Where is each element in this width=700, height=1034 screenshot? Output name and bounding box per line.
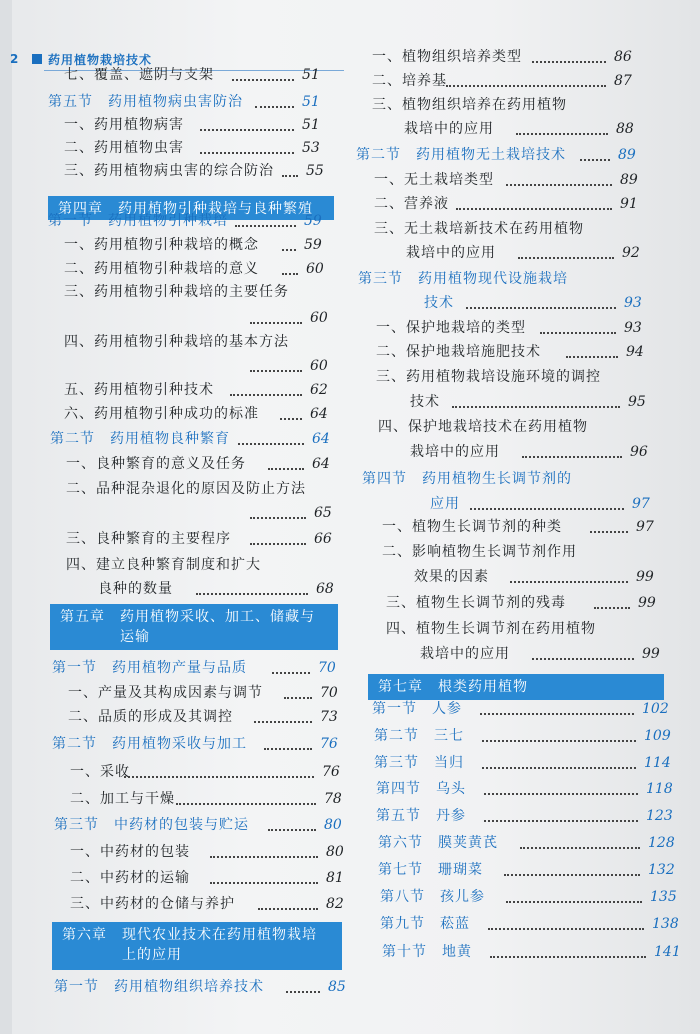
toc-page-number: 65 bbox=[314, 505, 332, 521]
toc-entry-title: 一、植物生长调节剂的种类 bbox=[382, 519, 562, 535]
toc-entry-title: 技术 bbox=[424, 295, 454, 311]
leader-dots bbox=[272, 672, 310, 674]
leader-dots bbox=[210, 856, 318, 858]
toc-entry-title: 第一节 药用植物引种栽培 bbox=[48, 213, 228, 229]
toc-entry-title: 第三节 当归 bbox=[374, 755, 464, 771]
toc-page-number: 89 bbox=[620, 172, 638, 188]
chapter-heading bbox=[368, 674, 664, 700]
leader-dots bbox=[506, 184, 612, 186]
toc-entry-title: 二、品质的形成及其调控 bbox=[68, 709, 233, 725]
toc-entry-title: 应用 bbox=[430, 496, 460, 512]
chapter-heading bbox=[52, 922, 342, 970]
leader-dots bbox=[482, 767, 636, 769]
leader-dots bbox=[484, 820, 638, 822]
toc-entry-title: 二、营养液 bbox=[374, 196, 449, 212]
toc-page-number: 64 bbox=[312, 431, 330, 447]
leader-dots bbox=[210, 882, 318, 884]
leader-dots bbox=[232, 79, 294, 81]
toc-entry-title: 第二节 药用植物良种繁育 bbox=[50, 431, 230, 447]
leader-dots bbox=[580, 159, 610, 161]
leader-dots bbox=[566, 356, 618, 358]
header-bar-icon bbox=[32, 54, 42, 64]
toc-entry-title: 第四节 药用植物生长调节剂的 bbox=[362, 471, 572, 487]
toc-page-number: 102 bbox=[642, 701, 669, 717]
toc-entry-title: 一、药用植物病害 bbox=[64, 117, 184, 133]
toc-entry-title: 二、品种混杂退化的原因及防止方法 bbox=[66, 481, 306, 497]
toc-page-number: 85 bbox=[328, 979, 346, 995]
toc-entry-title: 第十节 地黄 bbox=[382, 944, 472, 960]
leader-dots bbox=[284, 697, 312, 699]
toc-page-number: 59 bbox=[304, 213, 322, 229]
leader-dots bbox=[124, 776, 314, 778]
page-gutter bbox=[0, 0, 12, 1034]
leader-dots bbox=[268, 468, 304, 470]
leader-dots bbox=[532, 61, 606, 63]
toc-entry-title: 一、产量及其构成因素与调节 bbox=[68, 685, 263, 701]
toc-entry-title: 第一节 药用植物组织培养技术 bbox=[54, 979, 264, 995]
toc-page-number: 53 bbox=[302, 140, 320, 156]
toc-entry-title: 第二节 药用植物采收与加工 bbox=[52, 736, 247, 752]
toc-entry-title: 三、药用植物病虫害的综合防治 bbox=[64, 163, 274, 179]
toc-page-number: 51 bbox=[302, 94, 320, 110]
toc-entry-title: 二、保护地栽培施肥技术 bbox=[376, 344, 541, 360]
toc-entry-title: 一、药用植物引种栽培的概念 bbox=[64, 237, 259, 253]
toc-entry-title: 第一节 药用植物产量与品质 bbox=[52, 660, 247, 676]
toc-page-number: 76 bbox=[320, 736, 338, 752]
leader-dots bbox=[452, 406, 620, 408]
toc-page-number: 87 bbox=[614, 73, 632, 89]
toc-page-number: 109 bbox=[644, 728, 671, 744]
toc-page-number: 70 bbox=[318, 660, 336, 676]
toc-page-number: 135 bbox=[650, 889, 677, 905]
toc-page-number: 59 bbox=[304, 237, 322, 253]
toc-page-number: 99 bbox=[638, 595, 656, 611]
toc-page-number: 78 bbox=[324, 791, 342, 807]
toc-entry-title: 第七节 珊瑚菜 bbox=[378, 862, 483, 878]
leader-dots bbox=[250, 322, 302, 324]
toc-entry-title: 一、保护地栽培的类型 bbox=[376, 320, 526, 336]
leader-dots bbox=[590, 531, 628, 533]
leader-dots bbox=[258, 908, 318, 910]
leader-dots bbox=[490, 956, 646, 958]
toc-page-number: 93 bbox=[624, 295, 642, 311]
toc-entry-title: 效果的因素 bbox=[414, 569, 489, 585]
toc-entry-title: 二、药用植物虫害 bbox=[64, 140, 184, 156]
toc-entry-title: 四、保护地栽培技术在药用植物 bbox=[378, 419, 588, 435]
toc-page-number: 89 bbox=[618, 147, 636, 163]
toc-entry-title: 栽培中的应用 bbox=[410, 444, 500, 460]
leader-dots bbox=[200, 152, 294, 154]
leader-dots bbox=[540, 332, 616, 334]
toc-page-number: 70 bbox=[320, 685, 338, 701]
leader-dots bbox=[520, 847, 640, 849]
leader-dots bbox=[176, 803, 316, 805]
leader-dots bbox=[446, 85, 606, 87]
toc-entry-title: 三、药用植物栽培设施环境的调控 bbox=[376, 369, 601, 385]
toc-page-number: 62 bbox=[310, 382, 328, 398]
leader-dots bbox=[504, 874, 640, 876]
toc-page-number: 80 bbox=[326, 844, 344, 860]
toc-page-number: 81 bbox=[326, 870, 344, 886]
toc-entry-title: 栽培中的应用 bbox=[420, 646, 510, 662]
toc-entry-title: 三、药用植物引种栽培的主要任务 bbox=[64, 284, 289, 300]
toc-entry-title: 第三节 中药材的包装与贮运 bbox=[54, 817, 249, 833]
toc-entry-title: 一、采收 bbox=[70, 764, 130, 780]
leader-dots bbox=[250, 543, 306, 545]
chapter-title-line: 第四章 药用植物引种栽培与良种繁殖 bbox=[58, 201, 313, 217]
toc-page-number: 114 bbox=[644, 755, 671, 771]
leader-dots bbox=[196, 593, 308, 595]
leader-dots bbox=[280, 418, 302, 420]
toc-page-number: 60 bbox=[310, 310, 328, 326]
toc-entry-title: 二、中药材的运输 bbox=[70, 870, 190, 886]
toc-entry-title: 第五节 丹参 bbox=[376, 808, 466, 824]
toc-page-number: 60 bbox=[310, 358, 328, 374]
leader-dots bbox=[230, 394, 302, 396]
toc-entry-title: 第九节 菘蓝 bbox=[380, 916, 470, 932]
leader-dots bbox=[250, 370, 302, 372]
leader-dots bbox=[510, 581, 628, 583]
toc-entry-title: 七、覆盖、遮阴与支架 bbox=[64, 67, 214, 83]
leader-dots bbox=[254, 721, 312, 723]
toc-page-number: 96 bbox=[630, 444, 648, 460]
toc-page-number: 51 bbox=[302, 67, 320, 83]
toc-entry-title: 三、植物生长调节剂的残毒 bbox=[386, 595, 566, 611]
toc-page-number: 141 bbox=[654, 944, 681, 960]
leader-dots bbox=[522, 456, 622, 458]
leader-dots bbox=[470, 508, 624, 510]
leader-dots bbox=[594, 607, 630, 609]
toc-entry-title: 第二节 三七 bbox=[374, 728, 464, 744]
toc-page-number: 64 bbox=[312, 456, 330, 472]
toc-page-number: 68 bbox=[316, 581, 334, 597]
chapter-title-line: 第六章 现代农业技术在药用植物栽培 bbox=[62, 927, 317, 943]
toc-entry-title: 三、中药材的仓储与养护 bbox=[70, 896, 235, 912]
toc-page-number: 60 bbox=[306, 261, 324, 277]
leader-dots bbox=[250, 517, 306, 519]
toc-entry-title: 第一节 人参 bbox=[372, 701, 462, 717]
toc-entry-title: 栽培中的应用 bbox=[406, 245, 496, 261]
toc-entry-title: 一、中药材的包装 bbox=[70, 844, 190, 860]
toc-entry-title: 一、无土栽培类型 bbox=[374, 172, 494, 188]
leader-dots bbox=[456, 208, 612, 210]
toc-entry-title: 第五节 药用植物病虫害防治 bbox=[48, 94, 243, 110]
toc-page-number: 93 bbox=[624, 320, 642, 336]
toc-entry-title: 一、植物组织培养类型 bbox=[372, 49, 522, 65]
leader-dots bbox=[480, 713, 634, 715]
toc-entry-title: 技术 bbox=[410, 394, 440, 410]
toc-page-number: 132 bbox=[648, 862, 675, 878]
toc-page-number: 73 bbox=[320, 709, 338, 725]
toc-page-number: 91 bbox=[620, 196, 638, 212]
toc-page-number: 86 bbox=[614, 49, 632, 65]
toc-entry-title: 二、加工与干燥 bbox=[70, 791, 175, 807]
chapter-title-line: 第七章 根类药用植物 bbox=[378, 679, 528, 695]
toc-entry-title: 三、植物组织培养在药用植物 bbox=[372, 97, 567, 113]
toc-entry-title: 第六节 膜荚黄芪 bbox=[378, 835, 498, 851]
leader-dots bbox=[482, 740, 636, 742]
leader-dots bbox=[488, 928, 644, 930]
leader-dots bbox=[282, 249, 296, 251]
leader-dots bbox=[484, 793, 638, 795]
leader-dots bbox=[235, 225, 296, 227]
toc-entry-title: 二、药用植物引种栽培的意义 bbox=[64, 261, 259, 277]
toc-entry-title: 二、培养基 bbox=[372, 73, 447, 89]
toc-page-number: 94 bbox=[626, 344, 644, 360]
leader-dots bbox=[518, 257, 614, 259]
toc-page-number: 138 bbox=[652, 916, 679, 932]
toc-page-number: 76 bbox=[322, 764, 340, 780]
toc-entry-title: 第四节 乌头 bbox=[376, 781, 466, 797]
toc-page-number: 123 bbox=[646, 808, 673, 824]
leader-dots bbox=[532, 658, 634, 660]
toc-page-number: 99 bbox=[636, 569, 654, 585]
chapter-title-line: 第五章 药用植物采收、加工、储藏与 bbox=[60, 609, 315, 625]
toc-entry-title: 三、无土栽培新技术在药用植物 bbox=[374, 221, 584, 237]
toc-page-number: 99 bbox=[642, 646, 660, 662]
toc-page-number: 97 bbox=[636, 519, 654, 535]
toc-page-number: 82 bbox=[326, 896, 344, 912]
toc-page-number: 97 bbox=[632, 496, 650, 512]
toc-page-number: 51 bbox=[302, 117, 320, 133]
toc-entry-title: 第八节 孩儿参 bbox=[380, 889, 485, 905]
chapter-heading bbox=[50, 604, 338, 650]
leader-dots bbox=[255, 106, 294, 108]
leader-dots bbox=[238, 443, 304, 445]
leader-dots bbox=[282, 175, 298, 177]
leader-dots bbox=[506, 901, 642, 903]
toc-entry-title: 第二节 药用植物无土栽培技术 bbox=[356, 147, 566, 163]
page-number: 2 bbox=[10, 52, 19, 66]
toc-entry-title: 良种的数量 bbox=[98, 581, 173, 597]
toc-page-number: 80 bbox=[324, 817, 342, 833]
toc-page-number: 64 bbox=[310, 406, 328, 422]
toc-entry-title: 一、良种繁育的意义及任务 bbox=[66, 456, 246, 472]
toc-entry-title: 三、良种繁育的主要程序 bbox=[66, 531, 231, 547]
toc-entry-title: 四、建立良种繁育制度和扩大 bbox=[66, 557, 261, 573]
toc-page-number: 55 bbox=[306, 163, 324, 179]
toc-page-number: 88 bbox=[616, 121, 634, 137]
toc-entry-title: 二、影响植物生长调节剂作用 bbox=[382, 544, 577, 560]
leader-dots bbox=[264, 748, 312, 750]
leader-dots bbox=[282, 273, 298, 275]
leader-dots bbox=[466, 307, 616, 309]
toc-entry-title: 四、植物生长调节剂在药用植物 bbox=[386, 621, 596, 637]
book-title: 药用植物栽培技术 bbox=[48, 52, 153, 67]
leader-dots bbox=[200, 129, 294, 131]
toc-page-number: 92 bbox=[622, 245, 640, 261]
chapter-title-line: 上的应用 bbox=[62, 947, 182, 963]
toc-entry-title: 第三节 药用植物现代设施栽培 bbox=[358, 271, 568, 287]
toc-page-number: 128 bbox=[648, 835, 675, 851]
leader-dots bbox=[286, 991, 320, 993]
toc-entry-title: 五、药用植物引种技术 bbox=[64, 382, 214, 398]
leader-dots bbox=[516, 133, 608, 135]
toc-page-number: 95 bbox=[628, 394, 646, 410]
toc-entry-title: 四、药用植物引种栽培的基本方法 bbox=[64, 334, 289, 350]
toc-page-number: 118 bbox=[646, 781, 673, 797]
leader-dots bbox=[268, 829, 316, 831]
toc-entry-title: 栽培中的应用 bbox=[404, 121, 494, 137]
toc-entry-title: 六、药用植物引种成功的标准 bbox=[64, 406, 259, 422]
toc-page-number: 66 bbox=[314, 531, 332, 547]
chapter-title-line: 运输 bbox=[60, 629, 150, 645]
